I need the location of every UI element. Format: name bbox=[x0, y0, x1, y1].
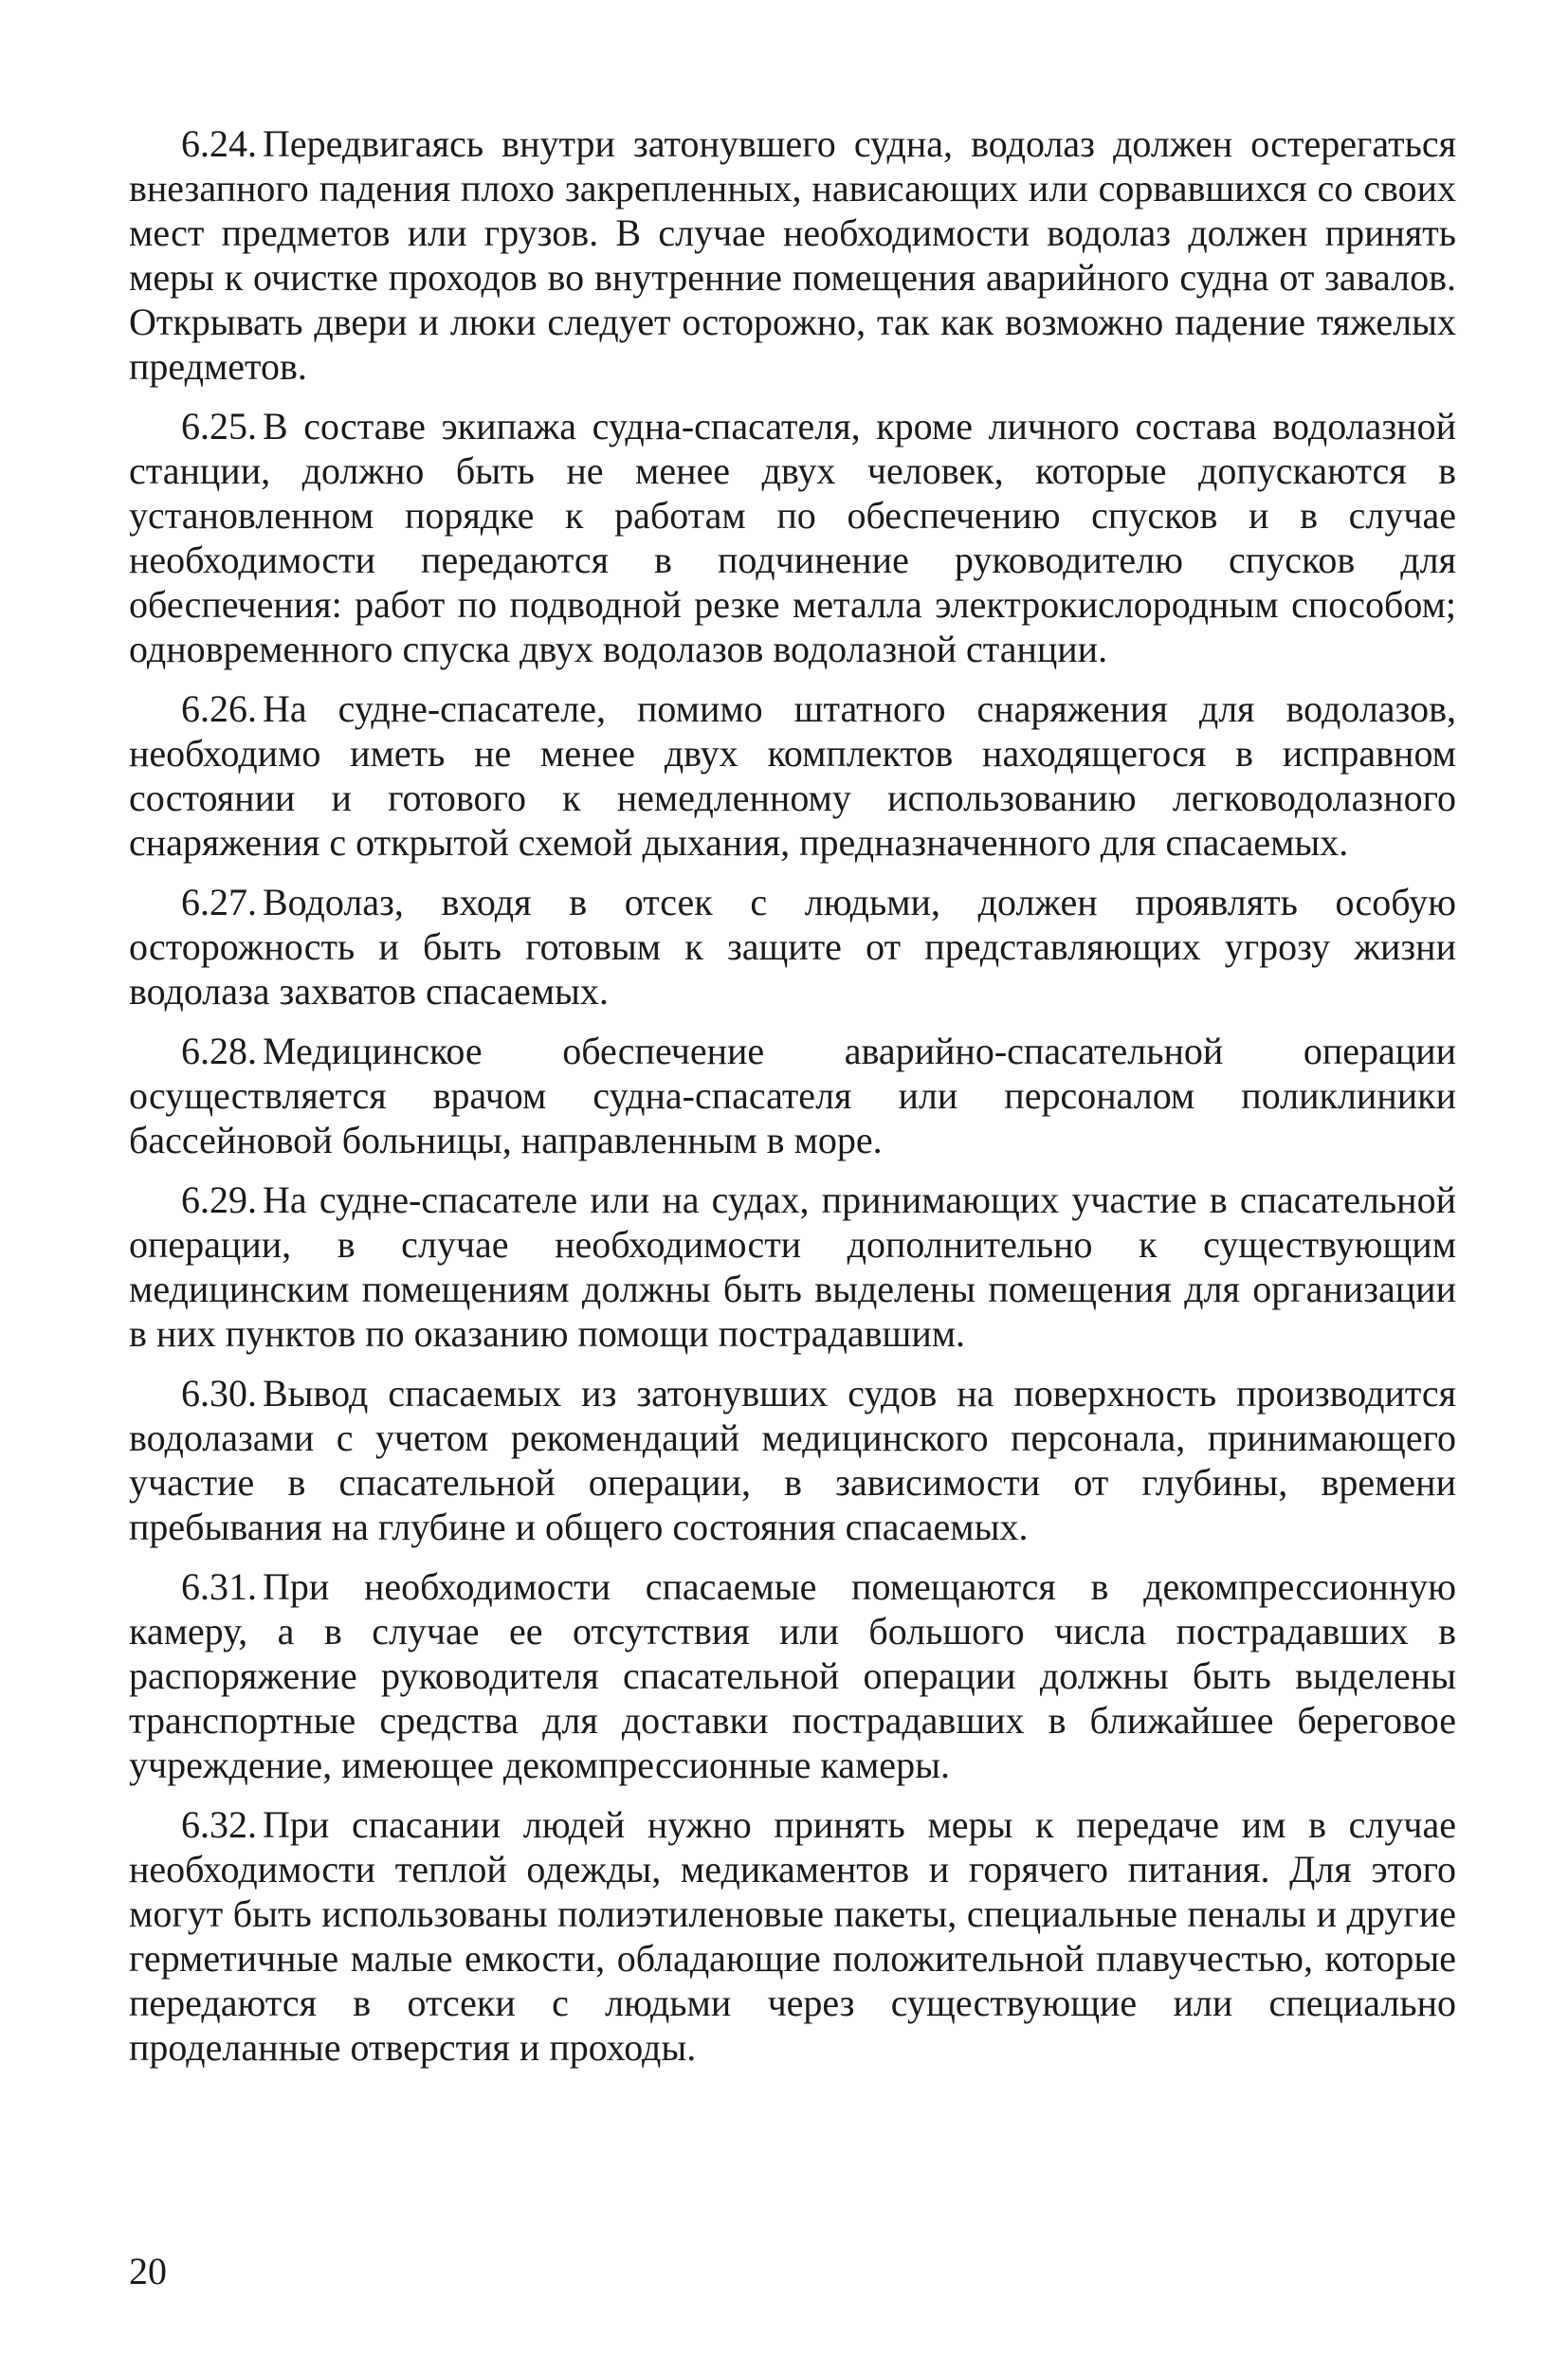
paragraph-6-27 bbox=[129, 880, 1456, 1014]
paragraph-number: 6.25. bbox=[181, 405, 257, 447]
paragraph-number: 6.27. bbox=[181, 881, 257, 923]
paragraph-text: На судне-спасателе или на судах, принимающих участие в спасательной операции, в случае необходимости дополнительно к существующим медицинским помещениям должны быть выделены помещения для организации в них пунктов по оказанию помощи пострадавшим. bbox=[129, 1178, 1456, 1355]
paragraph-6-28 bbox=[129, 1029, 1456, 1162]
paragraph-text: Передвигаясь внутри затонувшего судна, водолаз должен остерегаться внезапного падения плохо закрепленных, нависающих или сорвавшихся со своих мест предметов или грузов. В случае необходимости водолаз должен принять меры к очистке проходов во внутренние помещения аварийного судна от завалов. Открывать двери и люки следует осторожно, так как возможно падение тяжелых предметов. bbox=[129, 122, 1456, 388]
paragraph-6-24 bbox=[129, 121, 1456, 389]
paragraph-number: 6.30. bbox=[181, 1372, 257, 1415]
paragraph-number: 6.28. bbox=[181, 1030, 257, 1072]
paragraph-text: В составе экипажа судна-спасателя, кроме личного состава водолазной станции, должно быть не менее двух человек, которые допускаются в установленном порядке к работам по обеспечению спусков и в случае необходимости передаются в подчинение руководителю спусков для обеспечения: работ по подводной резке металла электрокислородным способом; одновременного спуска двух водолазов водолазной станции. bbox=[129, 405, 1456, 670]
paragraph-6-30 bbox=[129, 1371, 1456, 1549]
paragraph-text: При необходимости спасаемые помещаются в декомпрессионную камеру, а в случае ее отсутствия или большого числа пострадавших в распоряжение руководителя спасательной операции должны быть выделены транспортные средства для доставки пострадавших в ближайшее береговое учреждение, имеющее декомпрессионные камеры. bbox=[129, 1565, 1456, 1786]
paragraph-text: Водолаз, входя в отсек с людьми, должен проявлять особую осторожность и быть готовым к защите от представляющих угрозу жизни водолаза захватов спасаемых. bbox=[129, 881, 1456, 1013]
page-number: 20 bbox=[129, 2250, 167, 2292]
paragraph-text: При спасании людей нужно принять меры к передаче им в случае необходимости теплой одежды, медикаментов и горячего питания. Для этого могут быть использованы полиэтиленовые пакеты, специальные пеналы и другие герметичные малые емкости, обладающие положительной плавучестью, которые передаются в отсеки с людьми через существующие или специально проделанные отверстия и проходы. bbox=[129, 1803, 1456, 2069]
paragraph-number: 6.31. bbox=[181, 1565, 257, 1608]
paragraph-number: 6.24. bbox=[181, 122, 257, 165]
paragraph-6-31 bbox=[129, 1564, 1456, 1787]
paragraph-number: 6.32. bbox=[181, 1803, 257, 1846]
paragraph-6-25 bbox=[129, 404, 1456, 671]
paragraph-6-26 bbox=[129, 686, 1456, 865]
paragraph-number: 6.26. bbox=[181, 687, 257, 730]
paragraph-text: Медицинское обеспечение аварийно-спасательной операции осуществляется врачом судна-спасателя или персоналом поликлиники бассейновой больницы, направленным в море. bbox=[129, 1030, 1456, 1161]
document-body bbox=[129, 121, 1456, 2085]
paragraph-6-32 bbox=[129, 1802, 1456, 2070]
paragraph-text: На судне-спасателе, помимо штатного снаряжения для водолазов, необходимо иметь не менее двух комплектов находящегося в исправном состоянии и готового к немедленному использованию легководолазного снаряжения с открытой схемой дыхания, предназначенного для спасаемых. bbox=[129, 687, 1456, 864]
paragraph-6-29 bbox=[129, 1178, 1456, 1356]
paragraph-text: Вывод спасаемых из затонувших судов на поверхность производится водолазами с учетом рекомендаций медицинского персонала, принимающего участие в спасательной операции, в зависимости от глубины, времени пребывания на глубине и общего состояния спасаемых. bbox=[129, 1372, 1456, 1548]
paragraph-number: 6.29. bbox=[181, 1178, 257, 1221]
